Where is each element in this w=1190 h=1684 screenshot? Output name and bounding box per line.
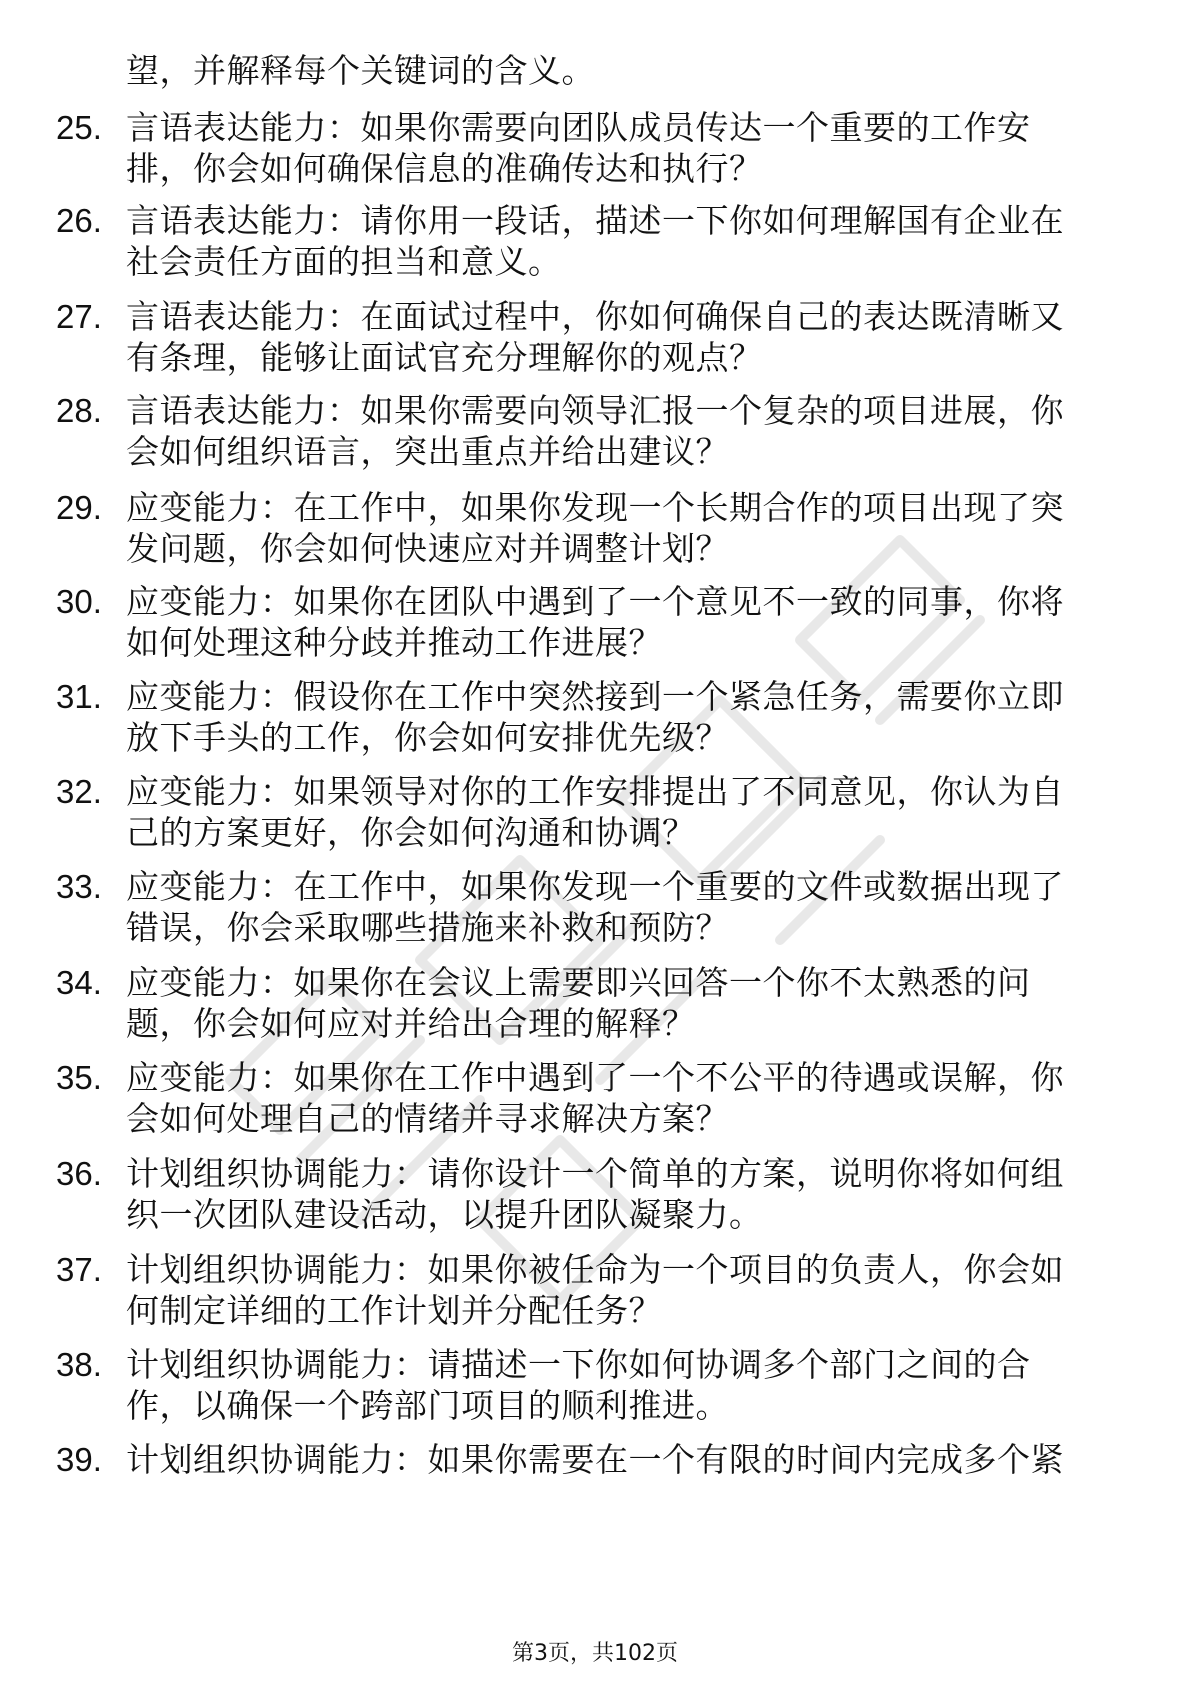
question-number: 28. <box>56 392 102 429</box>
question-number: 39. <box>56 1441 102 1478</box>
question-number: 26. <box>56 202 102 239</box>
question-line: 作，以确保一个跨部门项目的顺利推进。 <box>126 1386 729 1425</box>
question-line: 言语表达能力：在面试过程中，你如何确保自己的表达既清晰又 <box>126 297 1064 336</box>
question-line: 会如何处理自己的情绪并寻求解决方案？ <box>126 1099 729 1138</box>
question-number: 32. <box>56 773 102 810</box>
question-number: 35. <box>56 1059 102 1096</box>
page-footer <box>0 1640 1190 1668</box>
question-number: 33. <box>56 868 102 905</box>
question-line: 应变能力：如果你在工作中遇到了一个不公平的待遇或误解，你 <box>126 1058 1064 1097</box>
question-number: 25. <box>56 109 102 146</box>
question-line: 计划组织协调能力：请描述一下你如何协调多个部门之间的合 <box>126 1345 1031 1384</box>
question-line: 错误，你会采取哪些措施来补救和预防？ <box>126 908 729 947</box>
question-number: 31. <box>56 678 102 715</box>
question-number: 34. <box>56 964 102 1001</box>
question-line: 织一次团队建设活动，以提升团队凝聚力。 <box>126 1195 763 1234</box>
question-line: 题，你会如何应对并给出合理的解释？ <box>126 1004 696 1043</box>
page-number-label: 第3页，共102页 <box>512 1641 678 1666</box>
question-line: 己的方案更好，你会如何沟通和协调？ <box>126 813 696 852</box>
question-line: 应变能力：如果你在团队中遇到了一个意见不一致的同事，你将 <box>126 582 1064 621</box>
question-line: 计划组织协调能力：如果你需要在一个有限的时间内完成多个紧 <box>126 1440 1064 1479</box>
question-line: 放下手头的工作，你会如何安排优先级？ <box>126 718 729 757</box>
question-line: 言语表达能力：如果你需要向团队成员传达一个重要的工作安 <box>126 108 1031 147</box>
question-line: 发问题，你会如何快速应对并调整计划？ <box>126 529 729 568</box>
question-number: 38. <box>56 1346 102 1383</box>
question-line: 应变能力：如果领导对你的工作安排提出了不同意见，你认为自 <box>126 772 1064 811</box>
question-line: 何制定详细的工作计划并分配任务？ <box>126 1291 662 1330</box>
question-number: 36. <box>56 1155 102 1192</box>
question-line: 应变能力：在工作中，如果你发现一个重要的文件或数据出现了 <box>126 867 1064 906</box>
question-line: 计划组织协调能力：请你设计一个简单的方案，说明你将如何组 <box>126 1154 1064 1193</box>
question-line: 有条理，能够让面试官充分理解你的观点？ <box>126 338 763 377</box>
question-number: 29. <box>56 489 102 526</box>
question-line: 应变能力：如果你在会议上需要即兴回答一个你不太熟悉的问 <box>126 963 1031 1002</box>
question-line: 言语表达能力：如果你需要向领导汇报一个复杂的项目进展，你 <box>126 391 1064 430</box>
continuation-line: 望，并解释每个关键词的含义。 <box>126 51 595 90</box>
question-line: 言语表达能力：请你用一段话，描述一下你如何理解国有企业在 <box>126 201 1064 240</box>
question-line: 计划组织协调能力：如果你被任命为一个项目的负责人，你会如 <box>126 1250 1064 1289</box>
question-line: 应变能力：假设你在工作中突然接到一个紧急任务，需要你立即 <box>126 677 1064 716</box>
question-line: 排，你会如何确保信息的准确传达和执行？ <box>126 149 763 188</box>
question-number: 27. <box>56 298 102 335</box>
question-line: 如何处理这种分歧并推动工作进展？ <box>126 623 662 662</box>
question-line: 会如何组织语言，突出重点并给出建议？ <box>126 432 729 471</box>
question-number: 30. <box>56 583 102 620</box>
question-number: 37. <box>56 1251 102 1288</box>
question-line: 社会责任方面的担当和意义。 <box>126 242 562 281</box>
question-line: 应变能力：在工作中，如果你发现一个长期合作的项目出现了突 <box>126 488 1064 527</box>
